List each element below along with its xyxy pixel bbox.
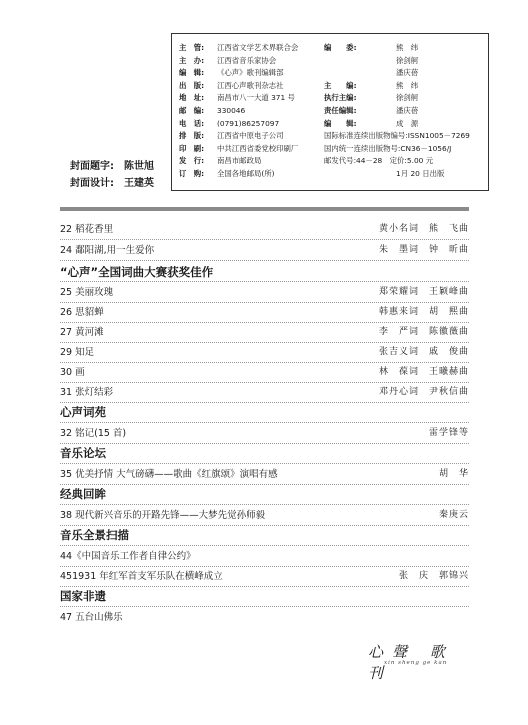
masthead-row	[172, 143, 488, 155]
section-heading: 音乐全景扫描	[60, 528, 129, 542]
toc-item[interactable]	[60, 305, 469, 320]
masthead-value: 中共江西省委党校印刷厂	[217, 143, 299, 153]
cover-credits	[70, 158, 154, 192]
masthead-value: 南昌市八一大道 371 号	[217, 93, 295, 103]
toc-item-author: 林 葆词 王曦赫曲	[378, 367, 469, 377]
masthead-value: 潘庆蓓	[396, 106, 419, 115]
toc-divider	[60, 260, 469, 261]
masthead-key: 排 版:	[179, 131, 205, 141]
toc-item[interactable]	[60, 508, 469, 523]
masthead-row	[172, 92, 488, 104]
toc-divider	[60, 443, 469, 444]
masthead-row	[172, 42, 488, 54]
masthead-row	[172, 55, 488, 67]
toc-divider	[60, 463, 469, 464]
magazine-logo	[368, 641, 478, 682]
masthead-key: 编 委:	[324, 43, 357, 52]
toc-item-author: 李 严词 陈徽薇曲	[378, 327, 469, 337]
masthead-value: 江西省音乐家协会	[217, 55, 277, 65]
masthead-key: 责任编辑:	[324, 106, 357, 115]
toc-divider	[60, 362, 469, 363]
masthead-key: 出 版:	[179, 80, 205, 90]
masthead-value: 邮发代号:44－28 定价:5.00 元	[324, 156, 434, 166]
toc-item-title: 30 画	[60, 367, 85, 378]
masthead-key: 订 购:	[179, 169, 205, 178]
masthead-row	[172, 118, 488, 130]
toc-item[interactable]	[60, 610, 469, 625]
masthead-value: 国际标准连续出版物编号:ISSN1005－7269	[324, 131, 470, 141]
top-divider	[60, 207, 469, 211]
toc-divider	[60, 281, 469, 282]
masthead-key: 执行主编:	[324, 93, 357, 103]
toc-divider	[60, 422, 469, 423]
masthead-row	[172, 168, 488, 180]
toc-divider	[60, 239, 469, 240]
toc-item-title: 26 思貂蝉	[60, 307, 104, 318]
toc-item-author: 邓丹心词 尹秋信曲	[378, 387, 469, 397]
toc-item-title: 27 黄河滩	[60, 327, 104, 338]
masthead-value: 徐剑舸	[396, 93, 419, 103]
masthead-value: 330046	[217, 106, 246, 115]
toc-item-title: 451931 年红军首支军乐队在横峰成立	[60, 571, 223, 582]
toc-item-author: 郑荣耀词 王颖峰曲	[378, 287, 469, 297]
logo-text: 心聲 歌 刊	[368, 643, 454, 682]
section-heading: 国家非遗	[60, 589, 106, 603]
masthead-key: 电 话:	[179, 118, 205, 128]
masthead-value: 熊 纬	[396, 43, 419, 52]
masthead-key: 主 管:	[179, 43, 205, 52]
masthead-value: (0791)86257097	[217, 118, 280, 128]
toc-item-author: 张吉义词 戚 俊曲	[378, 347, 469, 357]
masthead-key: 主 办:	[179, 55, 205, 65]
masthead-box	[171, 33, 489, 191]
toc-item-title: 29 知足	[60, 347, 95, 358]
toc-divider	[60, 382, 469, 383]
masthead-row	[172, 130, 488, 142]
cover-title-value: 陈世旭	[124, 161, 154, 172]
toc-divider	[60, 606, 469, 607]
toc-divider	[60, 322, 469, 323]
toc-item[interactable]	[60, 345, 469, 360]
toc-item[interactable]	[60, 467, 469, 482]
section-heading: “心声”全国词曲大赛获奖佳作	[60, 265, 214, 279]
toc-item-author: 朱 墨词 钟 昕曲	[378, 245, 469, 255]
masthead-value: 江西省中原电子公司	[217, 131, 284, 141]
masthead-row	[172, 80, 488, 92]
toc-divider	[60, 484, 469, 485]
masthead-value: 成 源	[396, 118, 419, 128]
toc-divider	[60, 545, 469, 546]
toc-item-author: 雷学锋等	[428, 428, 469, 438]
masthead-key: 邮 编:	[179, 106, 205, 115]
toc-item[interactable]	[60, 365, 469, 380]
toc-item-title: 25 美丽玫瑰	[60, 287, 114, 298]
toc-item-title: 22 稻花香里	[60, 224, 114, 235]
toc-item-title: 35 优美抒情 大气磅礴——歌曲《红旗颂》演唱有感	[60, 469, 278, 480]
masthead-value: 《心声》歌刊编辑部	[217, 68, 284, 78]
masthead-value: 国内统一连续出版物号:CN36－1056/J	[324, 143, 452, 153]
toc-item-author: 秦庚云	[438, 510, 469, 520]
masthead-row	[172, 105, 488, 117]
toc-divider	[60, 302, 469, 303]
toc-item[interactable]	[60, 243, 469, 258]
toc-item-author: 韩惠来词 胡 熙曲	[378, 307, 469, 317]
toc-item-title: 44《中国音乐工作者自律公约》	[60, 551, 196, 562]
masthead-key: 编 辑:	[179, 68, 205, 78]
masthead-key: 主 编:	[324, 80, 357, 90]
toc-item-author: 胡 华	[438, 469, 469, 479]
masthead-key: 发 行:	[179, 156, 205, 166]
masthead-value: 潘庆蓓	[396, 68, 419, 78]
cover-design-label: 封面设计:	[70, 178, 114, 189]
cover-title-credit	[70, 158, 154, 175]
masthead-value: 徐剑舸	[396, 55, 419, 65]
section-heading: 经典回眸	[60, 487, 106, 501]
toc-divider	[60, 504, 469, 505]
section-heading: 心声词苑	[60, 405, 106, 419]
masthead-key: 地 址:	[179, 93, 205, 103]
toc-divider	[60, 402, 469, 403]
toc-item-author: 黄小名词 熊 飞曲	[378, 224, 469, 234]
toc-item-title: 47 五台山佛乐	[60, 612, 123, 623]
toc-item[interactable]	[60, 569, 469, 584]
masthead-value: 熊 纬	[396, 80, 419, 90]
masthead-row	[172, 155, 488, 167]
toc-item[interactable]	[60, 285, 469, 300]
masthead-value: 1月 20 日出版	[396, 169, 445, 178]
cover-design-value: 王建英	[124, 178, 154, 189]
toc-item[interactable]	[60, 426, 469, 441]
toc-item[interactable]	[60, 325, 469, 340]
toc-item-title: 38 现代新兴音乐的开路先锋——大梦先觉孙师毅	[60, 510, 266, 521]
masthead-value: 江西省文学艺术界联合会	[217, 43, 299, 52]
masthead-value: 南昌市邮政局	[217, 156, 262, 166]
toc-item[interactable]	[60, 549, 469, 564]
section-heading: 音乐论坛	[60, 446, 106, 460]
masthead-key: 编 辑:	[324, 118, 357, 128]
toc-item[interactable]	[60, 222, 469, 237]
toc-item-title: 32 铭记(15 首)	[60, 428, 127, 439]
toc-item-title: 31 张灯结彩	[60, 387, 114, 398]
toc-divider	[60, 586, 469, 587]
toc-item-author: 张 庆 郭锦兴	[398, 571, 469, 581]
logo-pinyin: xin sheng ge kan	[384, 660, 448, 666]
masthead-key: 印 刷:	[179, 143, 205, 153]
toc-item[interactable]	[60, 385, 469, 400]
masthead-value: 江西心声歌刊杂志社	[217, 80, 284, 90]
toc-divider	[60, 525, 469, 526]
masthead-value: 全国各地邮局(所)	[217, 169, 275, 178]
masthead-row	[172, 67, 488, 79]
cover-design-credit	[70, 175, 154, 192]
toc-divider	[60, 566, 469, 567]
toc-item-title: 24 鄱阳湖,用一生爱你	[60, 245, 155, 256]
cover-title-label: 封面题字:	[70, 161, 114, 172]
toc-divider	[60, 342, 469, 343]
